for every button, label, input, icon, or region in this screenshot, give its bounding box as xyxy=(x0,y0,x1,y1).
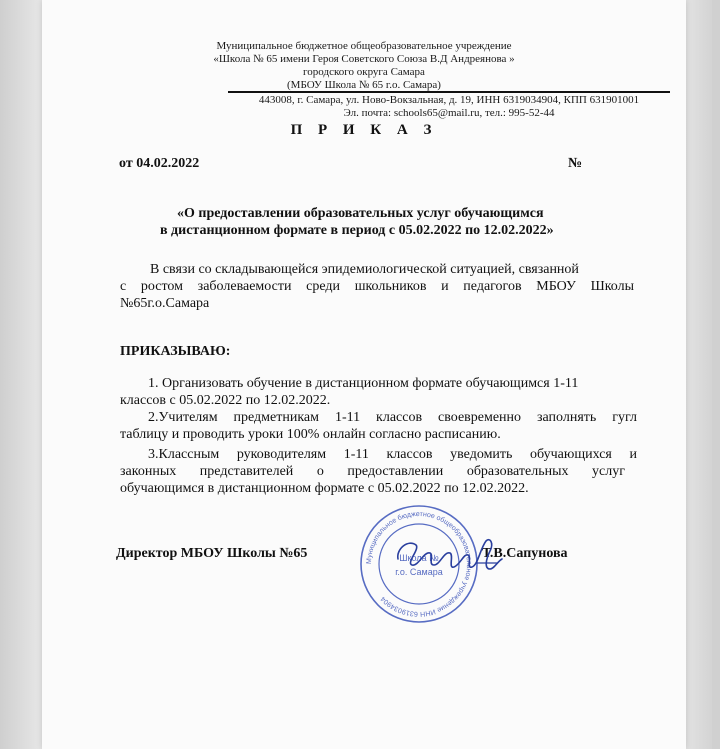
stamp-ring-text: Муниципальное бюджетное общеобразовательное учреждение ИНН 6319034904 xyxy=(365,510,473,618)
header-org-line-1: Муниципальное бюджетное общеобразовательное учреждение xyxy=(216,40,512,52)
subject-line-1: «О предоставлении образовательных услуг обучающимся xyxy=(177,206,544,221)
header-org-line-2: «Школа № 65 имени Героя Советского Союза В.Д Андреянова » xyxy=(213,53,515,65)
page-scrollbar[interactable] xyxy=(712,0,720,749)
header-org-line-3: городского округа Самара xyxy=(303,66,425,78)
order-number-sign: № xyxy=(568,156,583,171)
item-3-line-3: обучающимся в дистанционном формате с 05.02.2022 по 12.02.2022. xyxy=(120,481,529,496)
item-1-line-1: 1. Организовать обучение в дистанционном формате обучающимся 1-11 xyxy=(148,376,579,391)
header-address: 443008, г. Самара, ул. Ново-Вокзальная, д. 19, ИНН 6319034904, КПП 631901001 xyxy=(258,94,640,106)
intro-line-1: В связи со складывающейся эпидемиологической ситуацией, связанной xyxy=(150,262,579,277)
intro-line-3: №65г.о.Самара xyxy=(120,296,210,311)
item-2-line-1: 2.Учителям предметникам 1-11 классов своевременно заполнять гугл xyxy=(148,410,637,425)
order-word: ПРИКАЗЫВАЮ: xyxy=(120,344,231,359)
subject-line-2: в дистанционном формате в период с 05.02.2022 по 12.02.2022» xyxy=(160,223,554,238)
document-page xyxy=(42,0,686,749)
item-1-line-2: классов с 05.02.2022 по 12.02.2022. xyxy=(120,393,331,408)
item-3-line-1: 3.Классным руководителям 1-11 классов уведомить обучающихся и xyxy=(148,447,637,462)
handwritten-signature xyxy=(394,529,504,579)
signature-name: Т.В.Сапунова xyxy=(482,546,568,561)
intro-line-2: с ростом заболеваемости среди школьников и педагогов МБОУ Школы xyxy=(120,279,634,294)
item-2-line-2: таблицу и проводить уроки 100% онлайн согласно расписанию. xyxy=(120,427,501,442)
signature-position: Директор МБОУ Школы №65 xyxy=(116,546,308,561)
header-org-line-4: (МБОУ Школа № 65 г.о. Самара) xyxy=(287,79,441,91)
item-3-line-2: законных представителей о предоставлении образовательных услуг xyxy=(120,464,625,479)
stamp-center-line-1: Школа № xyxy=(399,553,439,563)
header-contacts: Эл. почта: schools65@mail.ru, тел.: 995-52-44 xyxy=(343,107,555,119)
header-divider xyxy=(228,91,670,93)
order-date: от 04.02.2022 xyxy=(119,156,200,171)
stamp-center-line-2: г.о. Самара xyxy=(395,567,443,577)
document-title: П Р И К А З xyxy=(290,122,438,138)
